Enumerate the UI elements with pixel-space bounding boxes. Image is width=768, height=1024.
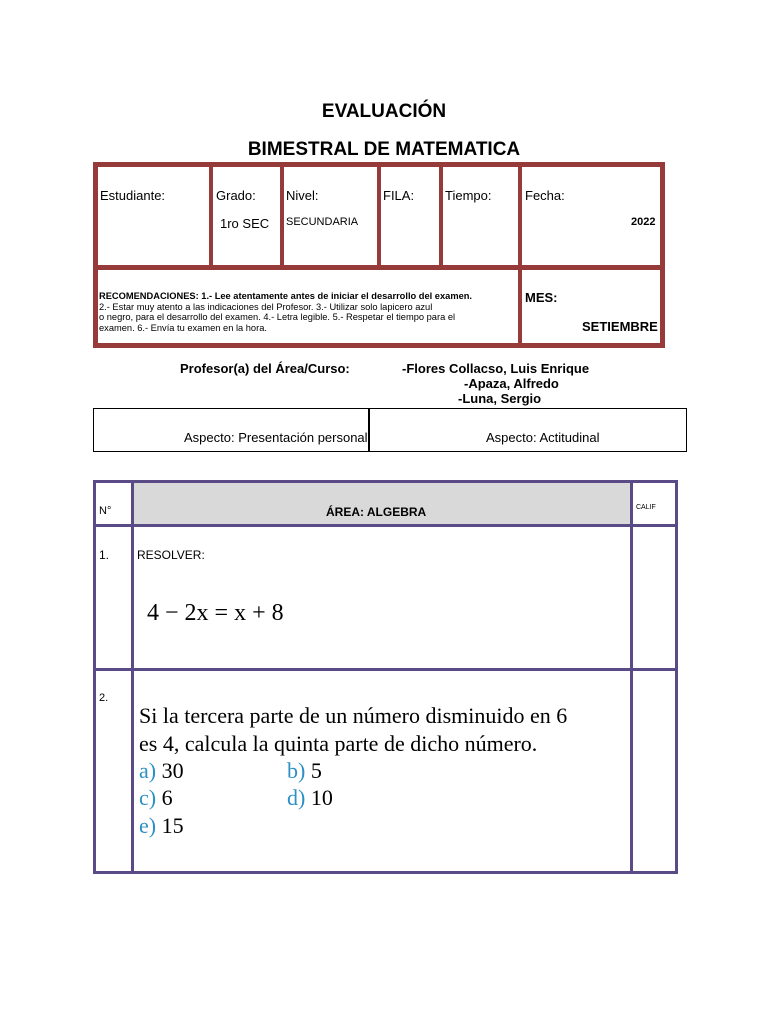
option-value: 6 xyxy=(161,785,173,810)
divider xyxy=(131,480,134,874)
option-value: 30 xyxy=(161,758,184,783)
option-letter: a) xyxy=(139,758,157,783)
nivel-value: SECUNDARIA xyxy=(286,216,359,228)
divider xyxy=(518,268,522,346)
exam-title: EVALUACIÓN xyxy=(321,101,447,122)
option-letter: c) xyxy=(139,785,157,810)
grado-label: Grado: xyxy=(216,188,256,203)
divider xyxy=(93,668,678,671)
profesor-name: -Luna, Sergio xyxy=(458,391,542,406)
recommendations xyxy=(99,291,514,333)
question-number: 1. xyxy=(99,548,110,562)
profesor-name: -Apaza, Alfredo xyxy=(464,376,559,391)
option-letter: d) xyxy=(287,785,306,810)
profesor-label: Profesor(a) del Área/Curso: xyxy=(180,361,350,376)
mes-value: SETIEMBRE xyxy=(582,319,658,334)
option-letter: b) xyxy=(287,758,306,783)
equation: 4 − 2x = x + 8 xyxy=(147,600,284,626)
divider xyxy=(280,162,284,267)
aspect-divider xyxy=(368,408,370,452)
col-area-header: ÁREA: ALGEBRA xyxy=(326,505,427,519)
option-c xyxy=(139,785,173,811)
profesor-name: -Flores Collacso, Luis Enrique xyxy=(402,361,590,376)
option-e xyxy=(139,813,184,839)
fila-label: FILA: xyxy=(383,188,415,203)
estudiante-label: Estudiante: xyxy=(100,188,166,203)
exam-subtitle: BIMESTRAL DE MATEMATICA xyxy=(247,139,521,160)
divider xyxy=(93,524,678,527)
recommendation-line: 2.- Estar muy atento a las indicaciones del Profesor. 3.- Utilizar solo lapicero azul xyxy=(99,301,433,312)
option-value: 5 xyxy=(310,758,322,783)
divider xyxy=(439,162,443,267)
option-value: 15 xyxy=(161,813,184,838)
recommendation-line: examen. 6.- Envía tu examen en la hora. xyxy=(99,322,267,333)
recommendation-line: RECOMENDACIONES: 1.- Lee atentamente antes de iniciar el desarrollo del examen. xyxy=(99,291,473,301)
option-letter: e) xyxy=(139,813,157,838)
recommendation-line: o negro, para el desarrollo del examen. 4.- Letra legible. 5.- Respetar el tiempo para el xyxy=(99,312,456,323)
aspect-presentation: Aspecto: Presentación personal xyxy=(184,430,368,445)
question-text: Si la tercera parte de un número disminuido en 6 xyxy=(139,703,568,728)
option-d xyxy=(287,785,333,811)
divider xyxy=(630,480,633,874)
question-number: 2. xyxy=(99,692,109,704)
col-num-header: N° xyxy=(99,505,112,517)
divider xyxy=(377,162,381,267)
divider xyxy=(518,162,522,267)
question-text: es 4, calcula la quinta parte de dicho número. xyxy=(139,731,538,756)
fecha-label: Fecha: xyxy=(525,188,565,203)
option-value: 10 xyxy=(310,785,333,810)
option-b xyxy=(287,758,322,784)
grado-value: 1ro SEC xyxy=(220,216,270,231)
nivel-label: Nivel: xyxy=(286,188,319,203)
fecha-value: 2022 xyxy=(631,216,656,228)
option-a xyxy=(139,758,184,784)
aspect-attitudinal: Aspecto: Actitudinal xyxy=(486,430,600,445)
mes-label: MES: xyxy=(525,290,558,305)
divider xyxy=(209,162,213,267)
tiempo-label: Tiempo: xyxy=(445,188,492,203)
col-calif-header: CALIF xyxy=(636,504,656,511)
question-instruction: RESOLVER: xyxy=(137,548,205,562)
